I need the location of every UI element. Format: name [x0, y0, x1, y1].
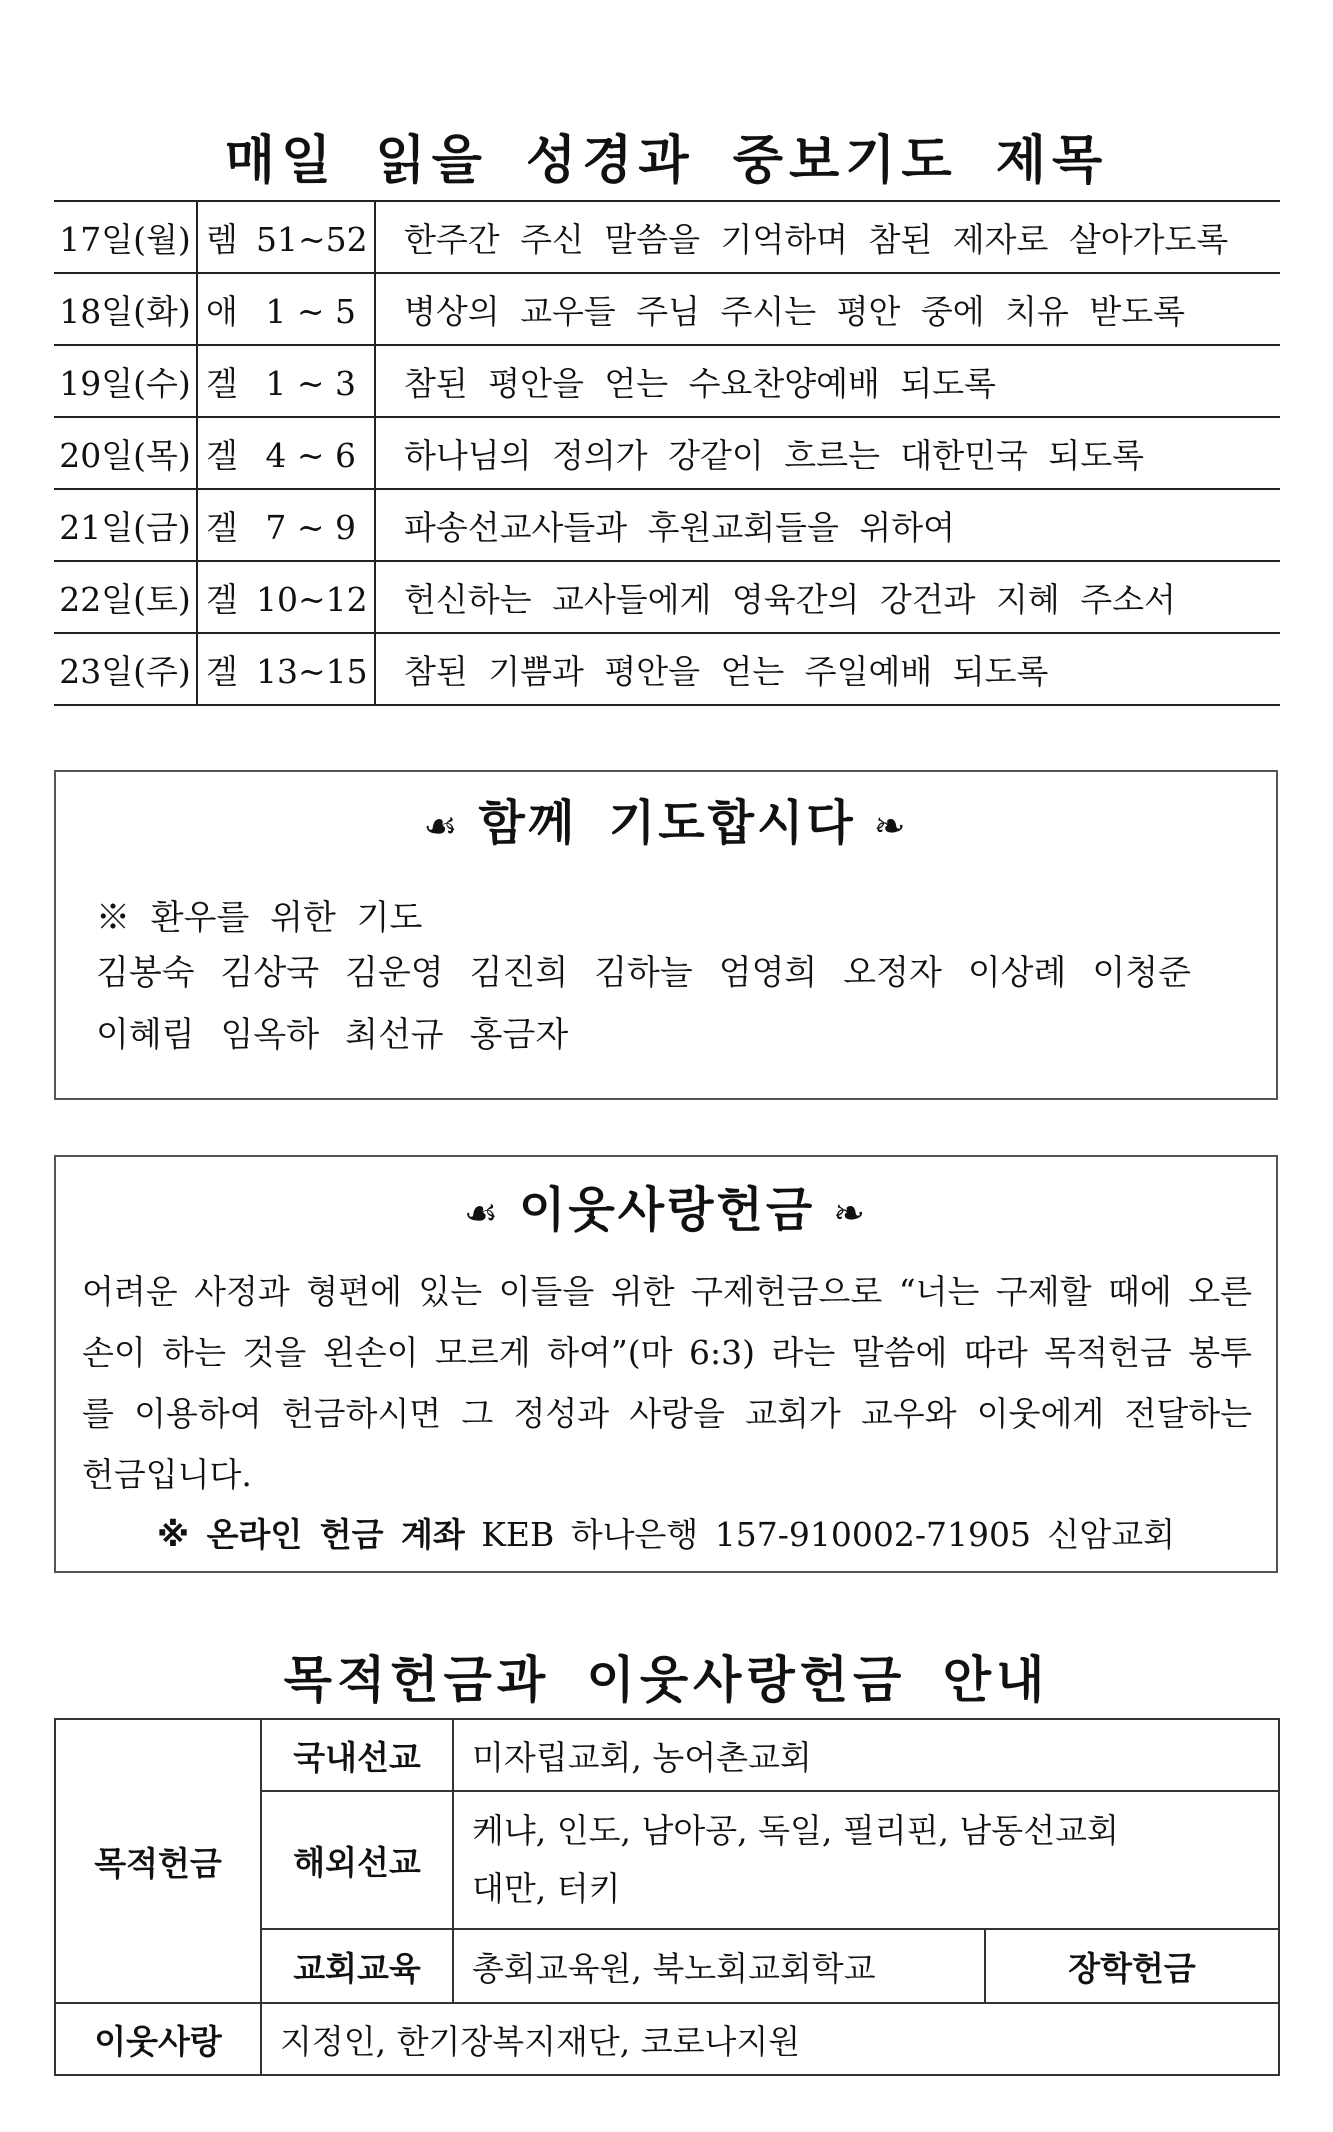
neighbor-love-description: 어려운 사정과 형편에 있는 이들을 위한 구제헌금으로 “너는 구제할 때에 오른손이 하는 것을 왼손이 모르게 하여”(마 6:3) 라는 말씀에 따라 목적헌금 봉투를 이용하여 헌금하시면 그 정성과 사랑을 교회가 교우와 이웃에게 전달하는 헌금입니다.	[82, 1272, 1252, 1494]
neighbor-love-label: 이웃사랑	[55, 2003, 261, 2075]
prayer-topic: 하나님의 정의가 강같이 흐르는 대한민국 되도록	[375, 417, 1280, 489]
reading-row	[54, 561, 1280, 633]
reading-chapters: 4 ~ 6	[265, 435, 356, 475]
overseas-mission-label: 해외선교	[261, 1791, 453, 1929]
reading-day: 17일(월)	[54, 201, 197, 273]
online-account-number: KEB 하나은행 157-910002-71905 신암교회	[481, 1515, 1175, 1554]
reading-passage	[197, 201, 375, 273]
ornament-left-icon: ☙	[463, 1191, 501, 1235]
ornament-left-icon: ☙	[423, 804, 461, 848]
overseas-line-1: 케냐, 인도, 남아공, 독일, 필리핀, 남동선교회	[472, 1811, 1119, 1850]
reading-row	[54, 417, 1280, 489]
patient-name: 이혜림	[96, 1015, 195, 1055]
reading-book: 겔	[206, 507, 238, 547]
overseas-line-2: 대만, 터키	[472, 1869, 621, 1908]
reading-day: 22일(토)	[54, 561, 197, 633]
patient-name: 이상례	[967, 953, 1067, 993]
prayer-topic: 병상의 교우들 주님 주시는 평안 중에 치유 받도록	[375, 273, 1280, 345]
reading-chapters: 1 ~ 3	[265, 363, 356, 403]
reading-chapters: 7 ~ 9	[265, 507, 356, 547]
offerings-table	[54, 1718, 1280, 2076]
reading-book: 렘	[206, 219, 238, 259]
patient-name: 김하늘	[594, 953, 693, 993]
patient-names	[96, 942, 1246, 1066]
ornament-right-icon: ❧	[873, 804, 909, 848]
online-account	[56, 1509, 1276, 1556]
reading-day: 18일(화)	[54, 273, 197, 345]
church-education-value: 총회교육원, 북노회교회학교	[453, 1929, 985, 2003]
overseas-mission-value	[453, 1791, 1279, 1929]
reading-row	[54, 345, 1280, 417]
readings-title: 매일 읽을 성경과 중보기도 제목	[224, 131, 1109, 191]
reading-book: 겔	[206, 363, 238, 403]
patient-name: 최선규	[345, 1015, 444, 1055]
prayer-box-title	[56, 784, 1276, 853]
prayer-topic: 한주간 주신 말씀을 기억하며 참된 제자로 살아가도록	[375, 201, 1280, 273]
prayer-topic: 파송선교사들과 후원교회들을 위하여	[375, 489, 1280, 561]
prayer-box	[54, 770, 1278, 1100]
reading-book: 겔	[206, 651, 238, 691]
reading-chapters: 1 ~ 5	[265, 291, 356, 331]
reading-passage	[197, 561, 375, 633]
reading-chapters: 10~12	[256, 579, 368, 619]
patient-name: 김봉숙	[96, 953, 195, 993]
purpose-offering-label: 목적헌금	[55, 1719, 261, 2003]
reading-passage	[197, 489, 375, 561]
neighbor-love-box	[54, 1155, 1278, 1573]
reading-row	[54, 201, 1280, 273]
reading-row	[54, 273, 1280, 345]
domestic-mission-value: 미자립교회, 농어촌교회	[453, 1719, 1279, 1791]
patient-name: 홍금자	[469, 1015, 569, 1055]
reading-passage	[197, 633, 375, 705]
neighbor-love-title	[56, 1171, 1276, 1240]
reading-day: 21일(금)	[54, 489, 197, 561]
patient-name: 엄영희	[718, 953, 818, 993]
patient-name: 김상국	[220, 953, 320, 993]
reading-passage	[197, 273, 375, 345]
reading-book: 애	[206, 291, 238, 331]
offerings-title: 목적헌금과 이웃사랑헌금 안내	[283, 1651, 1050, 1709]
reading-book: 겔	[206, 435, 238, 475]
scholarship-offering-label: 장학헌금	[985, 1929, 1279, 2003]
readings-table	[54, 200, 1280, 706]
church-education-label: 교회교육	[261, 1929, 453, 2003]
reading-chapters: 51~52	[256, 219, 368, 259]
reading-passage	[197, 417, 375, 489]
reading-book: 겔	[206, 579, 238, 619]
patient-name: 이청준	[1092, 953, 1191, 993]
reading-day: 20일(목)	[54, 417, 197, 489]
patient-name: 임옥하	[220, 1015, 320, 1055]
reading-passage	[197, 345, 375, 417]
reading-day: 23일(주)	[54, 633, 197, 705]
prayer-topic: 참된 기쁨과 평안을 얻는 주일예배 되도록	[375, 633, 1280, 705]
reading-row	[54, 489, 1280, 561]
patient-name: 오정자	[843, 953, 942, 993]
domestic-mission-label: 국내선교	[261, 1719, 453, 1791]
patient-name: 김운영	[345, 953, 444, 993]
patient-prayer-heading: ※ 환우를 위한 기도	[96, 898, 423, 938]
reading-chapters: 13~15	[256, 651, 368, 691]
prayer-topic: 참된 평안을 얻는 수요찬양예배 되도록	[375, 345, 1280, 417]
prayer-title-text: 함께 기도합시다	[478, 795, 856, 851]
online-account-label: ※ 온라인 헌금 계좌	[157, 1515, 465, 1554]
reading-row	[54, 633, 1280, 705]
patient-name: 김진희	[469, 953, 569, 993]
prayer-topic: 헌신하는 교사들에게 영육간의 강건과 지혜 주소서	[375, 561, 1280, 633]
neighbor-love-title-text: 이웃사랑헌금	[519, 1182, 816, 1238]
reading-day: 19일(수)	[54, 345, 197, 417]
ornament-right-icon: ❧	[833, 1191, 869, 1235]
neighbor-love-value: 지정인, 한기장복지재단, 코로나지원	[261, 2003, 1279, 2075]
